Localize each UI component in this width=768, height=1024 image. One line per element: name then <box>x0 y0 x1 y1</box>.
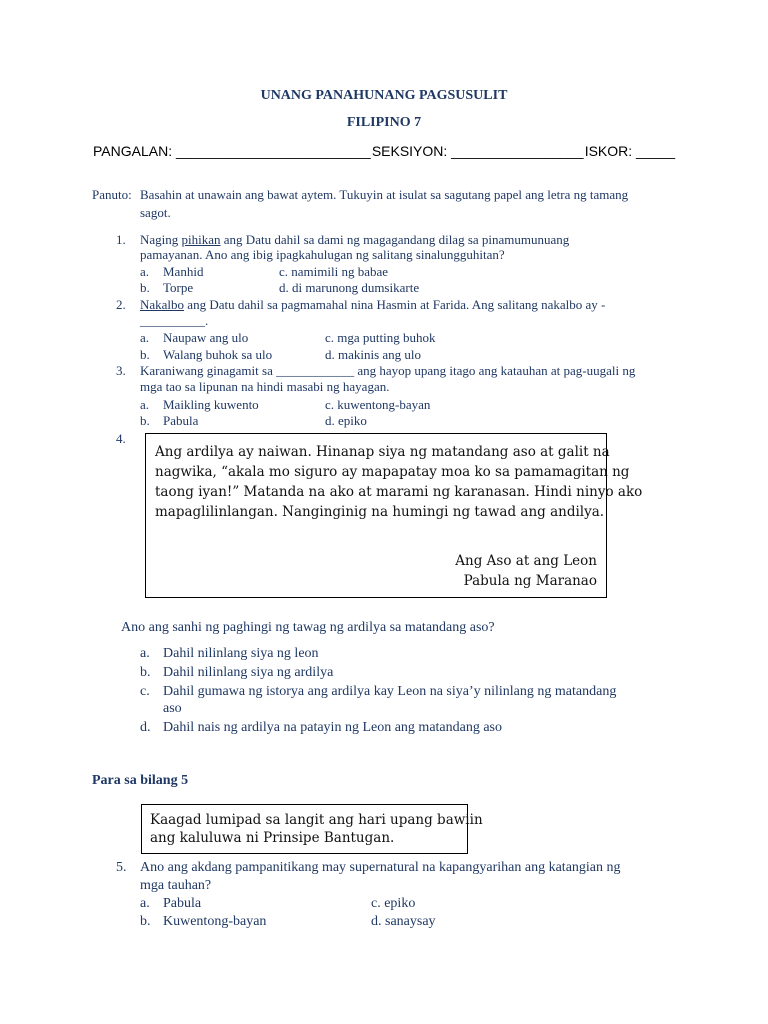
q4-option-d-letter: d. <box>140 720 151 735</box>
q2-stem-line2: __________. <box>140 313 209 328</box>
q1-option-b: Torpe <box>163 280 194 295</box>
q2-stem-post: ang Datu dahil sa pagmamahal nina Hasmin at Farida. Ang salitang nakalbo ay - <box>184 297 606 312</box>
q4-option-c-continued: aso <box>163 701 182 716</box>
q5-passage-line-1: Kaagad lumipad sa langit ang hari upang bawiin <box>150 812 483 828</box>
q1-option-d-text: di marunong dumsikarte <box>292 280 420 295</box>
q1-option-a: Manhid <box>163 264 204 279</box>
q1-option-c <box>279 263 388 280</box>
q4-option-c: Dahil gumawa ng istorya ang ardilya kay Leon na siya’y nilinlang ng matandang <box>163 684 617 699</box>
instructions-text-1: Basahin at unawain ang bawat aytem. Tukuyin at isulat sa sagutang papel ang letra ng tamang <box>140 187 629 202</box>
q3-option-a: Maikling kuwento <box>163 397 259 412</box>
q4-option-b-letter: b. <box>140 665 151 680</box>
q5-option-d: d. sanaysay <box>371 914 436 929</box>
q4-passage-box <box>145 433 643 598</box>
q2-option-d: d. makinis ang ulo <box>325 347 422 362</box>
q4-passage-line-3: taong iyan!” Matanda na ako at marami ng karanasan. Hindi ninyo ako <box>155 484 643 500</box>
q4-passage-line-4: mapaglilinlangan. Nanginginig na humingi ng tawad ang andilya. <box>155 504 605 520</box>
q5-stem-line2: mga tauhan? <box>140 878 212 893</box>
q1-option-c-letter: c. <box>279 264 289 279</box>
q4-option-a-letter: a. <box>140 646 150 661</box>
q3-option-d: d. epiko <box>325 413 367 428</box>
q5-stem: Ano ang akdang pampanitikang may supernatural na kapangyarihan ang katangian ng <box>140 860 621 875</box>
section-field: SEKSIYON: _________________ <box>371 143 584 159</box>
q1-option-c-text: namimili ng babae <box>291 264 389 279</box>
q2-option-c: c. mga putting buhok <box>325 330 436 345</box>
q4-source-title: Ang Aso at ang Leon <box>455 553 597 569</box>
q2-option-a-letter: a. <box>140 330 150 345</box>
q5-option-c: c. epiko <box>371 896 416 911</box>
q2-option-a: Naupaw ang ulo <box>163 330 249 345</box>
q4-option-c-letter: c. <box>140 684 150 699</box>
q1-option-d-letter: d. <box>279 280 289 295</box>
q1-option-a-letter: a. <box>140 264 150 279</box>
subject-title: FILIPINO 7 <box>346 115 422 130</box>
q2-option-b: Walang buhok sa ulo <box>163 347 273 362</box>
q5-passage-box <box>141 804 483 854</box>
instructions-label: Panuto: <box>92 187 132 202</box>
q5-section-heading: Para sa bilang 5 <box>92 773 189 788</box>
name-field: PANGALAN: _________________________ <box>93 143 371 159</box>
q5-option-b: Kuwentong-bayan <box>163 914 267 929</box>
q4-source <box>455 551 597 591</box>
q5-option-b-letter: b. <box>140 914 151 929</box>
q3-option-a-letter: a. <box>140 397 150 412</box>
q3-option-c: c. kuwentong-bayan <box>325 397 431 412</box>
student-info-row <box>93 143 675 159</box>
q4-question: Ano ang sanhi ng paghingi ng tawag ng ardilya sa matandang aso? <box>121 620 495 635</box>
q1-stem-pre: Naging <box>140 232 182 247</box>
instructions-text-2: sagot. <box>140 205 171 220</box>
q2-stem <box>140 296 605 313</box>
q2-number: 2. <box>116 297 126 312</box>
q1-number: 1. <box>116 232 126 247</box>
q4-passage-line-1: Ang ardilya ay naiwan. Hinanap siya ng matandang aso at galit na <box>155 444 610 460</box>
q4-passage <box>155 442 643 522</box>
q2-option-b-letter: b. <box>140 347 150 362</box>
q3-option-b: Pabula <box>163 413 199 428</box>
q5-option-a-letter: a. <box>140 896 150 911</box>
q5-passage-line-2: ang kaluluwa ni Prinsipe Bantugan. <box>150 830 395 846</box>
q1-stem-post: ang Datu dahil sa dami ng magagandang dilag sa pinamumunuang <box>220 232 570 247</box>
q5-passage <box>150 811 483 847</box>
q4-option-d: Dahil nais ng ardilya na patayin ng Leon ang matandang aso <box>163 720 503 735</box>
q4-number: 4. <box>116 431 126 446</box>
q3-stem: Karaniwang ginagamit sa ____________ ang hayop upang itago ang katauhan at pag-uugali ng <box>140 363 636 378</box>
q2-underlined-word: Nakalbo <box>140 297 185 312</box>
q5-number: 5. <box>116 860 127 875</box>
q3-option-b-letter: b. <box>140 413 150 428</box>
exam-title: UNANG PANAHUNANG PAGSUSULIT <box>260 88 508 103</box>
q1-underlined-word: pihikan <box>181 232 221 247</box>
q1-option-d <box>279 279 419 296</box>
score-field: ISKOR: _____ <box>584 143 675 159</box>
q1-stem-line2: pamayanan. Ano ang ibig ipagkahulugan ng salitang sinalungguhitan? <box>140 247 505 262</box>
q4-option-b: Dahil nilinlang siya ng ardilya <box>163 665 334 680</box>
q3-stem-line2: mga tao sa lipunan na hindi masabi ng hayagan. <box>140 379 390 394</box>
q5-option-a: Pabula <box>163 896 202 911</box>
q4-passage-line-2: nagwika, “akala mo siguro ay mapapatay moa ko sa pamamagitan ng <box>155 464 630 480</box>
q1-option-b-letter: b. <box>140 280 150 295</box>
q4-source-origin: Pabula ng Maranao <box>463 573 597 589</box>
q3-number: 3. <box>116 363 126 378</box>
q4-option-a: Dahil nilinlang siya ng leon <box>163 646 319 661</box>
